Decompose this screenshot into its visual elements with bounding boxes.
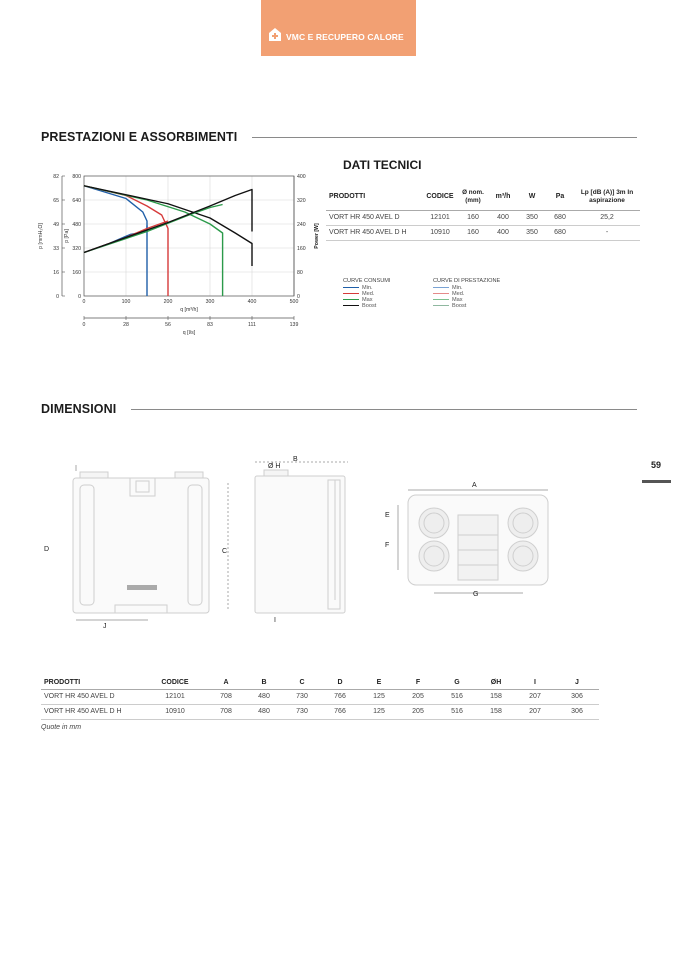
y-mm-tick-label: 16 [53, 270, 59, 276]
cell-power: 350 [526, 229, 538, 236]
col-pressure: Pa [555, 193, 565, 201]
section-rule [131, 409, 637, 410]
dim-col-header: PRODOTTI [44, 678, 81, 686]
cell-pressure: 680 [554, 214, 566, 221]
dim-cell: 125 [373, 708, 385, 715]
x-tick-label: 200 [163, 299, 173, 305]
dim-cell: 708 [220, 708, 232, 715]
y-mm-tick-label: 82 [53, 174, 59, 180]
x2-tick-label: 0 [82, 322, 86, 328]
y-axis-label-mm: p [mmH₂O] [38, 223, 44, 249]
legend-label: Min. [452, 285, 463, 291]
dim-label-d: D [44, 546, 50, 553]
y-mm-tick-label: 33 [53, 246, 59, 252]
dim-cell: 480 [258, 693, 270, 700]
y-pa-tick-label: 640 [72, 198, 81, 204]
legend-label: Boost [452, 303, 467, 309]
dim-col-header: ØH [490, 678, 502, 686]
dim-label-i: I [274, 617, 276, 624]
dim-cell: 708 [220, 693, 232, 700]
x2-tick-label: 28 [123, 322, 129, 328]
dim-col-header: E [376, 678, 382, 686]
dim-cell: 766 [334, 693, 346, 700]
y-power-tick-label: 320 [297, 198, 306, 204]
col-flow: m³/h [495, 193, 511, 201]
cell-flow: 400 [497, 229, 509, 236]
dim-cell: VORT HR 450 AVEL D [44, 693, 115, 700]
x-tick-label: 100 [121, 299, 131, 305]
dim-cell: 10910 [165, 708, 185, 715]
col-product: PRODOTTI [329, 193, 366, 201]
dim-cell: 158 [490, 693, 502, 700]
dim-label-j: J [103, 623, 107, 630]
cell-diameter: 160 [467, 229, 479, 236]
dim-cell: 730 [296, 708, 308, 715]
cell-diameter: 160 [467, 214, 479, 221]
legend-consumption [343, 278, 433, 309]
dim-cell: 205 [412, 693, 424, 700]
dim-cell: 766 [334, 708, 346, 715]
dim-col-header: CODICE [161, 678, 189, 686]
table-row [326, 210, 640, 225]
x-tick-label: 0 [82, 299, 86, 305]
cell-power: 350 [526, 214, 538, 221]
tech-data-table [326, 184, 640, 241]
y-pa-tick-label: 160 [72, 270, 81, 276]
legend-label: Med. [452, 291, 465, 297]
dim-col-header: C [299, 678, 305, 686]
dim-cell: 205 [412, 708, 424, 715]
y-power-tick-label: 400 [297, 174, 306, 180]
x-tick-label: 400 [247, 299, 257, 305]
dim-label-oh: Ø H [268, 463, 281, 470]
y-axis-label-pa: p [Pa] [64, 229, 70, 243]
y-mm-tick-label: 0 [56, 294, 59, 300]
dim-cell: 480 [258, 708, 270, 715]
y-pa-tick-label: 0 [78, 294, 81, 300]
section-rule [252, 137, 637, 138]
dim-label-c: C [222, 548, 228, 555]
y-power-tick-label: 160 [297, 246, 306, 252]
legend-label: Max [362, 297, 373, 303]
x-axis-label: q [m³/h] [180, 307, 198, 313]
category-label: VMC E RECUPERO CALORE [286, 32, 404, 42]
dim-cell: 125 [373, 693, 385, 700]
y-power-tick-label: 240 [297, 222, 306, 228]
dim-cell: 516 [451, 708, 463, 715]
performance-section-title: PRESTAZIONI E ASSORBIMENTI [41, 130, 238, 144]
legend-label: Max [452, 297, 463, 303]
dim-col-header: I [534, 678, 536, 686]
y-pa-tick-label: 480 [72, 222, 81, 228]
dim-cell: 306 [571, 693, 583, 700]
col-noise: Lp [dB (A)] 3m In aspirazione [580, 188, 634, 204]
dim-cell: 516 [451, 693, 463, 700]
y-mm-tick-label: 49 [53, 222, 59, 228]
table-row [326, 225, 640, 240]
cell-noise: - [605, 229, 609, 236]
x2-tick-label: 139 [289, 322, 299, 328]
tech-data-title: DATI TECNICI [343, 158, 422, 172]
col-code: CODICE [426, 193, 454, 201]
x-tick-label: 300 [205, 299, 215, 305]
cell-code: 12101 [430, 214, 450, 221]
legend-label: Boost [362, 303, 377, 309]
legend-label: Med. [362, 291, 375, 297]
units-note: Quote in mm [41, 724, 82, 731]
dim-col-header: G [454, 678, 460, 686]
y-axis-label-power: Power [W] [314, 223, 320, 249]
dim-label-a: A [472, 482, 477, 489]
x-tick-label: 500 [289, 299, 299, 305]
performance-curve [84, 186, 223, 296]
legend-title: CURVE CONSUMI [343, 278, 391, 284]
legend-performance [433, 278, 543, 309]
x2-tick-label: 83 [207, 322, 213, 328]
category-tab [261, 0, 416, 56]
y-mm-tick-label: 65 [53, 198, 59, 204]
dimensions-table [41, 676, 599, 720]
table-row [41, 704, 599, 719]
dim-label-e: E [385, 512, 390, 519]
plot-frame [84, 176, 294, 296]
y-power-tick-label: 80 [297, 270, 303, 276]
dim-label-g: G [473, 591, 479, 598]
cell-flow: 400 [497, 214, 509, 221]
dim-col-header: J [575, 678, 579, 686]
house-cross-icon [267, 26, 283, 42]
dim-label-f: F [385, 542, 390, 549]
dim-cell: 207 [529, 693, 541, 700]
cell-code: 10910 [430, 229, 450, 236]
x2-axis-label: q [l/s] [182, 330, 196, 336]
cell-noise: 25,2 [600, 214, 614, 221]
x2-tick-label: 56 [165, 322, 171, 328]
performance-chart [34, 168, 324, 338]
dim-col-header: F [415, 678, 421, 686]
page-marker [642, 480, 671, 483]
dim-col-header: A [223, 678, 229, 686]
cell-pressure: 680 [554, 229, 566, 236]
dimensions-section-title: DIMENSIONI [41, 402, 117, 416]
legend-label: Min. [362, 285, 373, 291]
page-number: 59 [651, 460, 662, 470]
front-view-drawing [40, 465, 220, 635]
cell-product: VORT HR 450 AVEL D [329, 214, 400, 221]
dim-cell: 306 [571, 708, 583, 715]
top-view-drawing [378, 475, 558, 605]
legend-title: CURVE DI PRESTAZIONE [433, 278, 501, 284]
dim-cell: 730 [296, 693, 308, 700]
col-diameter: Ø nom. (mm) [462, 188, 484, 204]
y-power-tick-label: 0 [297, 294, 300, 300]
side-view-drawing [218, 450, 358, 630]
dim-cell: 207 [529, 708, 541, 715]
cell-product: VORT HR 450 AVEL D H [329, 229, 407, 236]
dim-col-header: D [337, 678, 343, 686]
dim-cell: 158 [490, 708, 502, 715]
legend-item-boost [343, 303, 433, 309]
legend-item-boost [433, 303, 543, 309]
dim-cell: VORT HR 450 AVEL D H [44, 708, 122, 715]
col-power: W [528, 193, 536, 201]
dim-cell: 12101 [165, 693, 185, 700]
y-pa-tick-label: 800 [72, 174, 81, 180]
y-pa-tick-label: 320 [72, 246, 81, 252]
dim-label-b: B [293, 456, 298, 463]
dim-col-header: B [261, 678, 267, 686]
x2-tick-label: 111 [248, 322, 256, 328]
table-row [41, 689, 599, 704]
